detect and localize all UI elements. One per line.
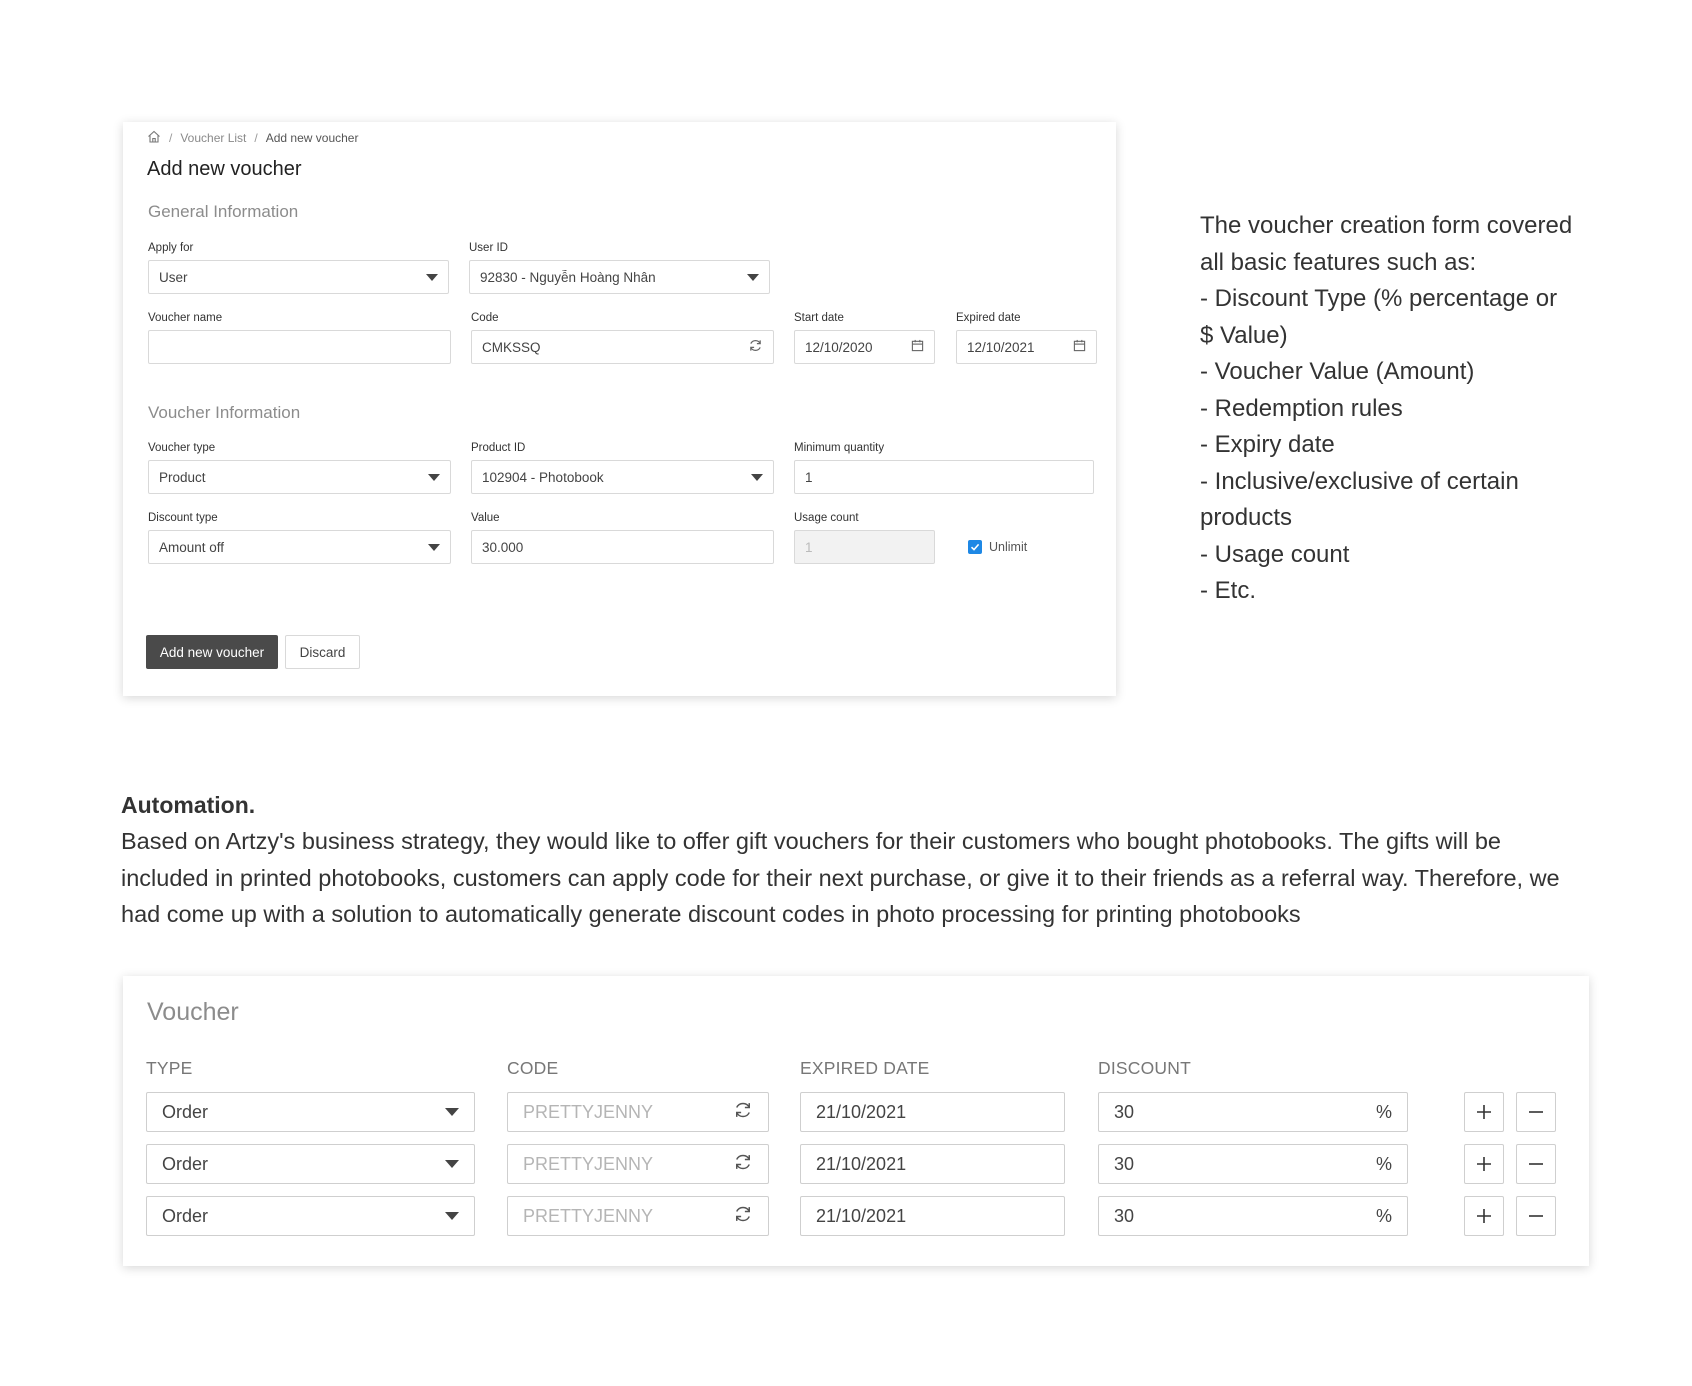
- description-line: all basic features such as:: [1200, 248, 1477, 276]
- plus-icon: [1475, 1207, 1493, 1225]
- expired-date-label: Expired date: [956, 312, 1021, 324]
- chevron-down-icon: [445, 1212, 459, 1220]
- chevron-down-icon: [751, 474, 763, 481]
- user-id-value: 92830 - Nguyễn Hoàng Nhân: [480, 269, 656, 285]
- page-title: Add new voucher: [147, 158, 302, 180]
- voucher-name-input[interactable]: [148, 330, 451, 364]
- voucher-type-value: Product: [159, 469, 206, 485]
- chevron-down-icon: [428, 474, 440, 481]
- description-text: [1200, 208, 1620, 610]
- column-header-code: CODE: [507, 1058, 559, 1078]
- breadcrumb-voucher-list[interactable]: Voucher List: [180, 131, 247, 145]
- discard-button[interactable]: Discard: [285, 635, 360, 669]
- remove-row-button[interactable]: [1516, 1196, 1556, 1236]
- description-line: - Discount Type (% percentage or: [1200, 285, 1558, 312]
- refresh-icon[interactable]: [733, 1100, 753, 1125]
- add-row-button[interactable]: [1464, 1196, 1504, 1236]
- code-input[interactable]: [471, 330, 774, 364]
- voucher-automation-card: [123, 976, 1589, 1266]
- automation-body: Based on Artzy's business strategy, they would like to offer gift vouchers for their customers who bought photobooks. The gifts will be included in printed photobooks, customers can apply code for their next purchase, or give it to their friends as a referral way. Therefore, we had come up with a solution to automatically generate discount codes in photo processing for printing photobooks: [121, 828, 1560, 927]
- description-line: - Voucher Value (Amount): [1200, 358, 1475, 385]
- refresh-icon[interactable]: [733, 1204, 753, 1229]
- product-id-value: 102904 - Photobook: [482, 469, 604, 485]
- product-id-label: Product ID: [471, 442, 526, 454]
- automation-title: Automation.: [121, 792, 256, 818]
- discount-value: 30: [1114, 1101, 1135, 1122]
- usage-count-label: Usage count: [794, 512, 859, 524]
- voucher-information-heading: Voucher Information: [148, 403, 301, 422]
- code-input[interactable]: [507, 1196, 769, 1236]
- percent-unit: %: [1375, 1205, 1392, 1226]
- apply-for-label: Apply for: [148, 242, 194, 254]
- apply-for-select[interactable]: [148, 260, 449, 294]
- voucher-name-label: Voucher name: [148, 312, 223, 324]
- checkmark-icon: [968, 540, 982, 554]
- unlimit-checkbox[interactable]: [968, 540, 1027, 554]
- discount-type-select[interactable]: [148, 530, 451, 564]
- description-line: $ Value): [1200, 321, 1288, 349]
- discount-type-label: Discount type: [148, 512, 218, 524]
- column-header-type: TYPE: [146, 1058, 193, 1078]
- refresh-icon[interactable]: [748, 338, 763, 356]
- expired-date-value: 21/10/2021: [816, 1205, 907, 1226]
- breadcrumb: [147, 130, 358, 146]
- breadcrumb-current: Add new voucher: [265, 131, 359, 145]
- percent-unit: %: [1375, 1153, 1392, 1174]
- voucher-title: Voucher: [147, 998, 239, 1026]
- value-value: 30.000: [482, 539, 524, 555]
- breadcrumb-separator: /: [254, 131, 258, 145]
- discount-value: 30: [1114, 1153, 1135, 1174]
- value-input[interactable]: [471, 530, 774, 564]
- start-date-value: 12/10/2020: [805, 339, 873, 355]
- start-date-picker[interactable]: [794, 330, 935, 364]
- value-label: Value: [471, 512, 500, 524]
- description-line: - Expiry date: [1200, 431, 1335, 458]
- home-icon[interactable]: [147, 130, 161, 146]
- general-information-heading: General Information: [148, 202, 299, 221]
- chevron-down-icon: [747, 274, 759, 281]
- usage-count-value: 1: [805, 539, 813, 555]
- plus-icon: [1475, 1155, 1493, 1173]
- type-select[interactable]: [146, 1196, 475, 1236]
- description-line: - Usage count: [1200, 540, 1350, 568]
- chevron-down-icon: [445, 1160, 459, 1168]
- type-value: Order: [162, 1153, 209, 1174]
- min-quantity-value: 1: [805, 469, 813, 485]
- breadcrumb-separator: /: [169, 131, 173, 145]
- add-row-button[interactable]: [1464, 1144, 1504, 1184]
- user-id-label: User ID: [469, 242, 508, 254]
- minus-icon: [1527, 1103, 1545, 1121]
- expired-date-picker[interactable]: [956, 330, 1097, 364]
- description-line: The voucher creation form covered: [1200, 212, 1573, 239]
- discount-input[interactable]: [1098, 1196, 1408, 1236]
- expired-date-input[interactable]: [800, 1092, 1065, 1132]
- code-value: PRETTYJENNY: [523, 1101, 654, 1122]
- expired-date-input[interactable]: [800, 1196, 1065, 1236]
- discount-type-value: Amount off: [159, 539, 225, 555]
- remove-row-button[interactable]: [1516, 1144, 1556, 1184]
- refresh-icon[interactable]: [733, 1152, 753, 1177]
- product-id-select[interactable]: [471, 460, 774, 494]
- discount-input[interactable]: [1098, 1092, 1408, 1132]
- expired-date-input[interactable]: [800, 1144, 1065, 1184]
- code-input[interactable]: [507, 1092, 769, 1132]
- min-quantity-label: Minimum quantity: [794, 442, 885, 454]
- description-line: - Etc.: [1200, 577, 1257, 604]
- voucher-type-label: Voucher type: [148, 442, 216, 454]
- code-value: CMKSSQ: [482, 339, 541, 355]
- discount-value: 30: [1114, 1205, 1135, 1226]
- type-select[interactable]: [146, 1144, 475, 1184]
- calendar-icon[interactable]: [911, 339, 924, 355]
- column-header-expired-date: EXPIRED DATE: [800, 1058, 930, 1078]
- discount-input[interactable]: [1098, 1144, 1408, 1184]
- voucher-type-select[interactable]: [148, 460, 451, 494]
- add-new-voucher-button[interactable]: Add new voucher: [146, 635, 278, 669]
- code-value: PRETTYJENNY: [523, 1205, 654, 1226]
- user-id-select[interactable]: [469, 260, 770, 294]
- type-value: Order: [162, 1205, 209, 1226]
- code-input[interactable]: [507, 1144, 769, 1184]
- remove-row-button[interactable]: [1516, 1092, 1556, 1132]
- add-row-button[interactable]: [1464, 1092, 1504, 1132]
- description-line: products: [1200, 504, 1293, 531]
- description-line: - Redemption rules: [1200, 394, 1403, 422]
- percent-unit: %: [1375, 1101, 1392, 1122]
- expired-date-value: 12/10/2021: [967, 339, 1035, 355]
- code-label: Code: [471, 312, 499, 324]
- description-line: - Inclusive/exclusive of certain: [1200, 467, 1519, 495]
- minus-icon: [1527, 1207, 1545, 1225]
- min-quantity-input[interactable]: [794, 460, 1094, 494]
- expired-date-value: 21/10/2021: [816, 1153, 907, 1174]
- type-value: Order: [162, 1101, 209, 1122]
- chevron-down-icon: [428, 544, 440, 551]
- usage-count-input: [794, 530, 935, 564]
- apply-for-value: User: [159, 269, 188, 285]
- column-header-discount: DISCOUNT: [1098, 1058, 1191, 1078]
- start-date-label: Start date: [794, 312, 844, 324]
- add-voucher-card: [123, 122, 1116, 696]
- code-value: PRETTYJENNY: [523, 1153, 654, 1174]
- plus-icon: [1475, 1103, 1493, 1121]
- chevron-down-icon: [445, 1108, 459, 1116]
- calendar-icon[interactable]: [1073, 339, 1086, 355]
- minus-icon: [1527, 1155, 1545, 1173]
- expired-date-value: 21/10/2021: [816, 1101, 907, 1122]
- unlimit-label: Unlimit: [989, 540, 1028, 554]
- chevron-down-icon: [426, 274, 438, 281]
- type-select[interactable]: [146, 1092, 475, 1132]
